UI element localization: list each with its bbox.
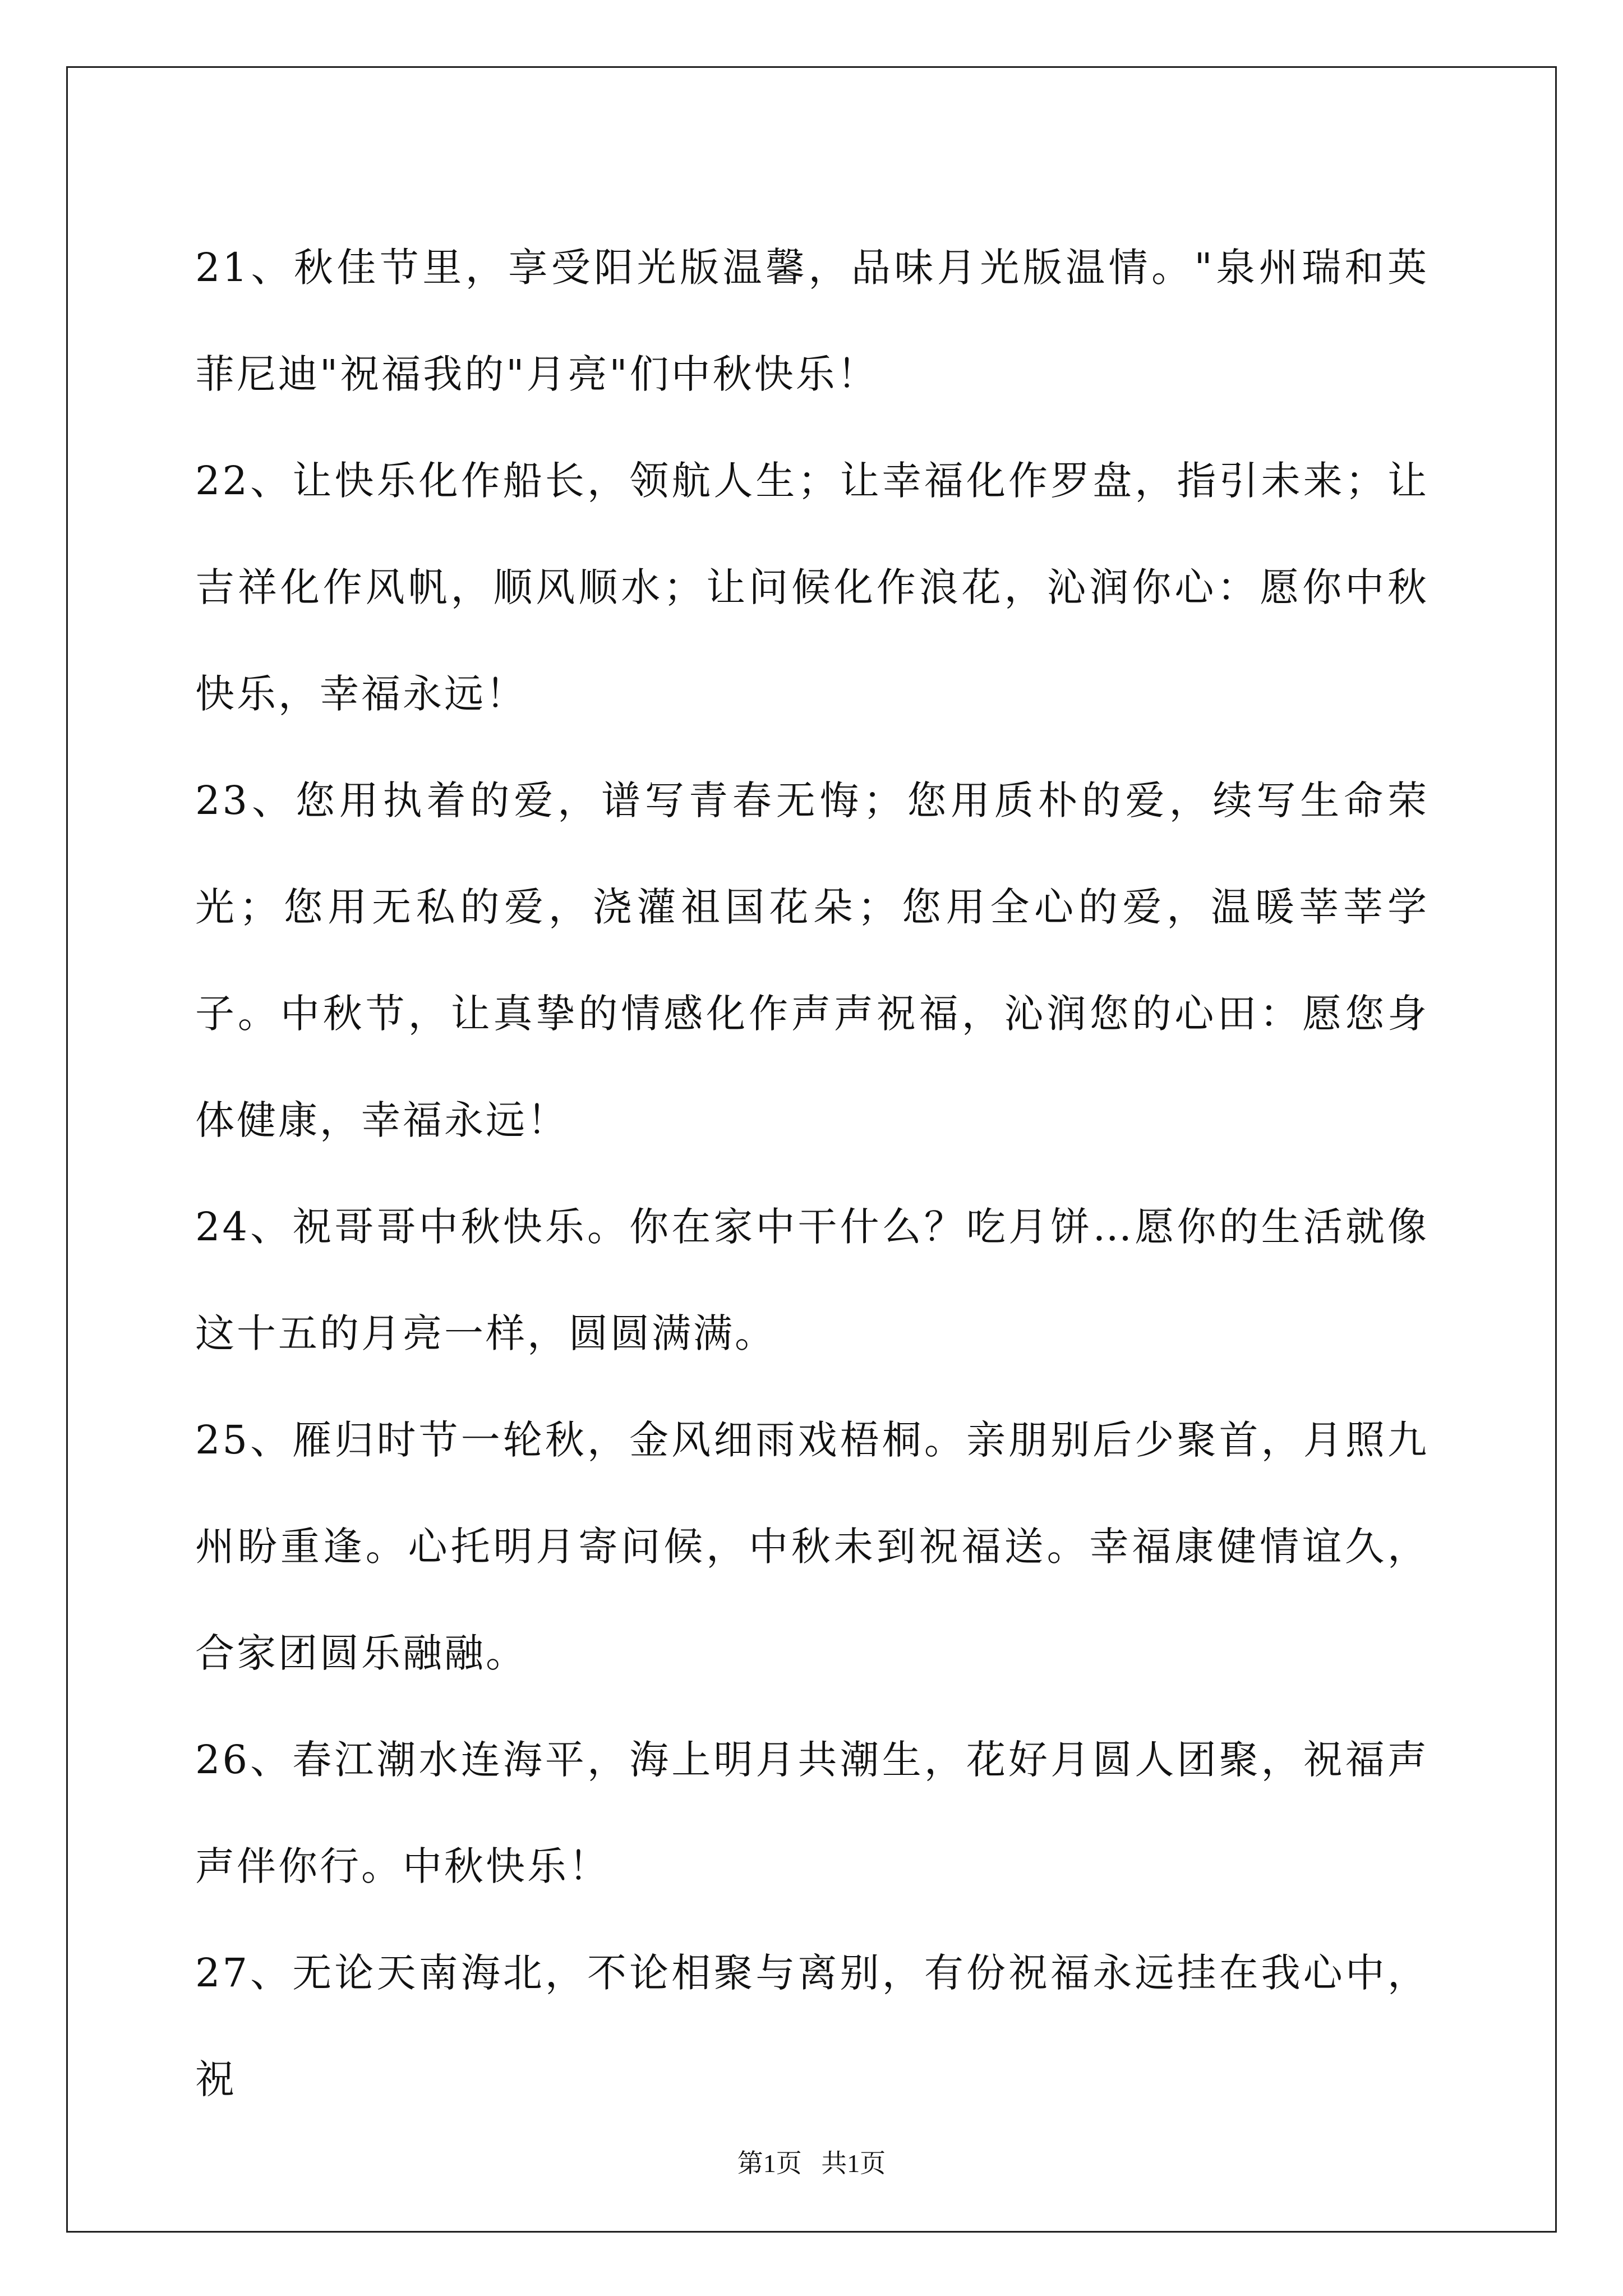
document-body [195,214,1429,2133]
paragraph-26: 26、春江潮水连海平，海上明月共潮生，花好月圆人团聚，祝福声声伴你行。中秋快乐！ [195,1737,1429,1889]
paragraph-24: 24、祝哥哥中秋快乐。你在家中干什么？吃月饼…愿你的生活就像这十五的月亮一样，圆圆满满。 [195,1204,1429,1356]
paragraph-25: 25、雁归时节一轮秋，金风细雨戏梧桐。亲朋别后少聚首，月照九州盼重逢。心托明月寄问候，中秋未到祝福送。幸福康健情谊久，合家团圆乐融融。 [195,1417,1429,1676]
page-number-footer: 第1页 共1页 [737,2149,886,2178]
paragraph-23: 23、您用执着的爱，谱写青春无悔；您用质朴的爱，续写生命荣光；您用无私的爱，浇灌祖国花朵；您用全心的爱，温暖莘莘学子。中秋节，让真挚的情感化作声声祝福，沁润您的心田：愿您身体健康，幸福永远！ [195,777,1429,1143]
paragraph-21: 21、秋佳节里，享受阳光版温馨，品味月光版温情。"泉州瑞和英菲尼迪"祝福我的"月亮"们中秋快乐！ [195,245,1429,397]
paragraph-22: 22、让快乐化作船长，领航人生；让幸福化作罗盘，指引未来；让吉祥化作风帆，顺风顺水；让问候化作浪花，沁润你心：愿你中秋快乐，幸福永远！ [195,458,1429,717]
paragraph-27: 27、无论天南海北，不论相聚与离别，有份祝福永远挂在我心中，祝 [195,1950,1429,2102]
